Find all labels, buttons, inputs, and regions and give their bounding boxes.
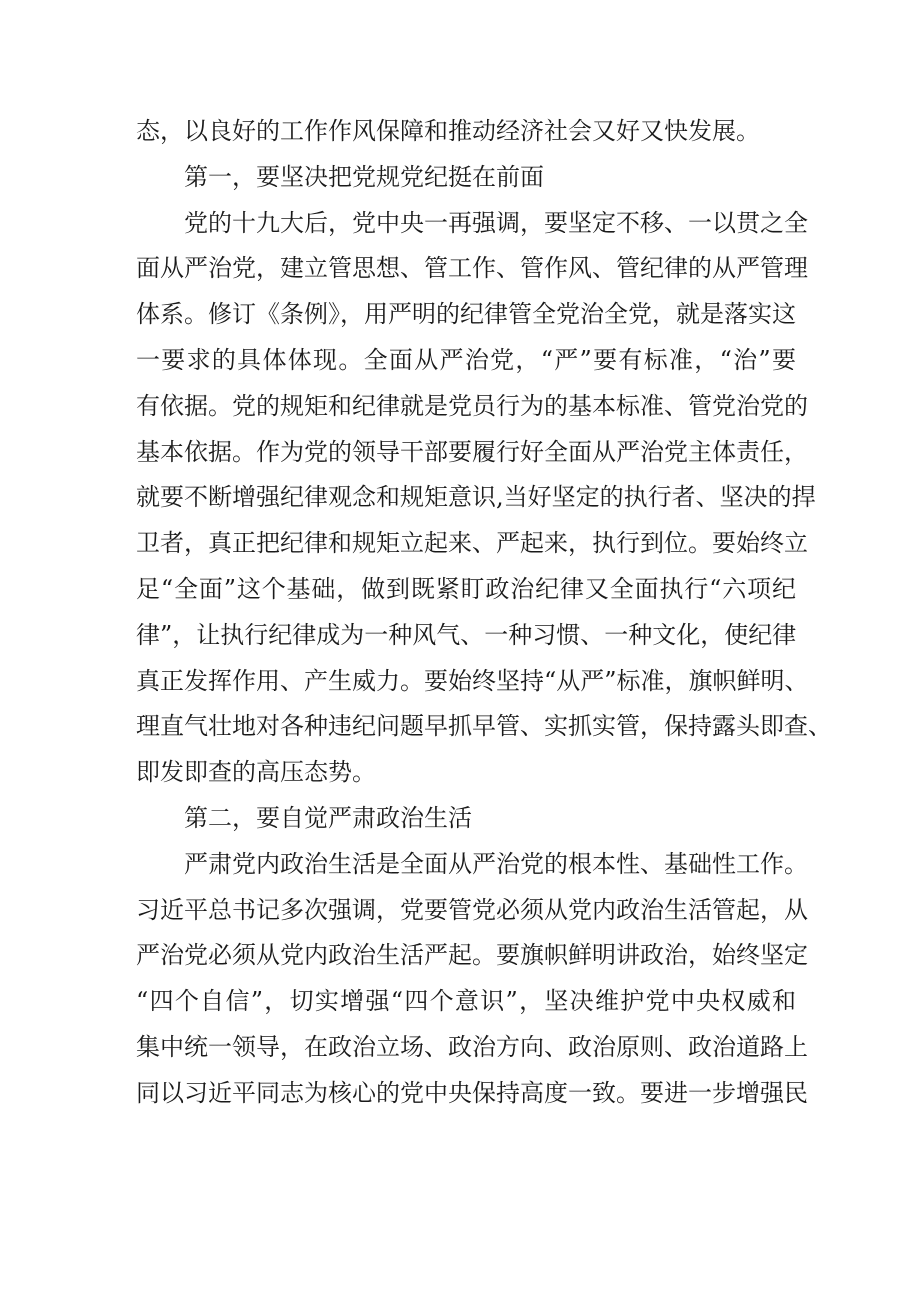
paragraph-line: 习近平总书记多次强调，党要管党必须从党内政治生活管起，从: [136, 895, 808, 924]
paragraph-line: 党的十九大后，党中央一再强调，要坚定不移、一以贯之全: [184, 208, 808, 237]
paragraph-line: 就要不断增强纪律观念和规矩意识,当好坚定的执行者、坚决的捍: [136, 483, 816, 512]
paragraph-line: 体系。修订《条例》，用严明的纪律管全党治全党，就是落实这: [136, 300, 796, 329]
paragraph-line: 同以习近平同志为核心的党中央保持高度一致。要进一步增强民: [136, 1078, 808, 1107]
paragraph-line: 面从严治党，建立管思想、管工作、管作风、管纪律的从严管理: [136, 254, 808, 283]
paragraph-line: “四个自信”，切实增强“四个意识”，坚决维护党中央权威和: [136, 987, 796, 1016]
paragraph-line: 集中统一领导，在政治立场、政治方向、政治原则、政治道路上: [136, 1032, 808, 1061]
paragraph-line: 基本依据。作为党的领导干部要履行好全面从严治党主体责任，: [136, 437, 808, 466]
paragraph-line: 严肃党内政治生活是全面从严治党的根本性、基础性工作。: [184, 849, 808, 878]
paragraph-line: 有依据。党的规矩和纪律就是党员行为的基本标准、管党治党的: [136, 391, 808, 420]
paragraph-line: 真正发挥作用、产生威力。要始终坚持“从严”标准，旗帜鲜明、: [136, 666, 809, 695]
paragraph-line: 卫者，真正把纪律和规矩立起来、严起来，执行到位。要始终立: [136, 529, 808, 558]
paragraph-line: 态，以良好的工作作风保障和推动经济社会又好又快发展。: [136, 117, 760, 145]
paragraph-line: 律”，让执行纪律成为一种风气、一种习惯、一种文化，使纪律: [136, 620, 797, 649]
paragraph-line: 理直气壮地对各种违纪问题早抓早管、实抓实管，保持露头即查、: [136, 712, 832, 741]
document-body: [136, 109, 832, 1117]
paragraph-line: 即发即查的高压态势。: [136, 758, 376, 787]
paragraph-line: 严治党必须从党内政治生活严起。要旗帜鲜明讲政治，始终坚定: [136, 941, 808, 970]
section-heading-2: 第二，要自觉严肃政治生活: [184, 803, 472, 832]
paragraph-line: 足“全面”这个基础，做到既紧盯政治纪律又全面执行“六项纪: [136, 574, 796, 603]
section-heading-1: 第一，要坚决把党规党纪挺在前面: [184, 162, 544, 191]
paragraph-line: 一要求的具体体现。全面从严治党，“严”要有标准，“治”要: [136, 345, 796, 374]
